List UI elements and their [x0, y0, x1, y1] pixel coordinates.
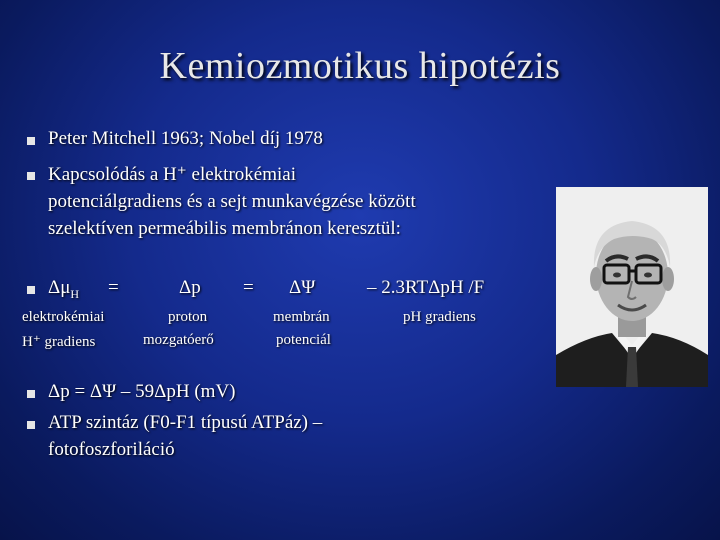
label-elektrokemiai: elektrokémiai	[22, 309, 105, 325]
square-bullet-icon	[27, 172, 35, 180]
label-membran: membrán	[273, 309, 330, 325]
bullet-coupling-line3: szelektíven permeábilis membránon keresztül:	[48, 218, 401, 239]
equation-equals-1: =	[108, 277, 119, 298]
equation-mu	[48, 277, 79, 302]
delta-mu-symbol: Δμ	[48, 277, 71, 298]
equation-delta-psi: ΔΨ	[289, 277, 316, 298]
slide-title: Kemiozmotikus hipotézis	[159, 45, 561, 87]
bullet-coupling-line2: potenciálgradiens és a sejt munkavégzése között	[48, 191, 416, 212]
bullet-coupling-line1: Kapcsolódás a H⁺ elektrokémiai	[48, 164, 296, 185]
label-mozgatoero: mozgatóerő	[143, 332, 214, 348]
delta-mu-subscript: H	[70, 286, 80, 301]
label-ph-gradiens: pH gradiens	[403, 309, 476, 325]
bullet-atp-synthase-line2: fotofoszforiláció	[48, 439, 175, 460]
equation-delta-p: Δp	[179, 277, 201, 298]
equation-tail: – 2.3RTΔpH /F	[367, 277, 485, 298]
portrait-image	[556, 187, 708, 387]
square-bullet-icon	[27, 286, 35, 294]
square-bullet-icon	[27, 137, 35, 145]
equation-equals-2: =	[243, 277, 254, 298]
label-h-gradiens: H⁺ gradiens	[22, 334, 96, 350]
square-bullet-icon	[27, 390, 35, 398]
portrait-photo	[556, 187, 708, 387]
bullet-delta-p-formula: Δp = ΔΨ – 59ΔpH (mV)	[48, 381, 236, 402]
label-potencial: potenciál	[276, 332, 331, 348]
square-bullet-icon	[27, 421, 35, 429]
bullet-mitchell: Peter Mitchell 1963; Nobel díj 1978	[48, 128, 323, 149]
label-proton: proton	[168, 309, 208, 325]
bullet-atp-synthase-line1: ATP szintáz (F0-F1 típusú ATPáz) –	[48, 412, 323, 433]
